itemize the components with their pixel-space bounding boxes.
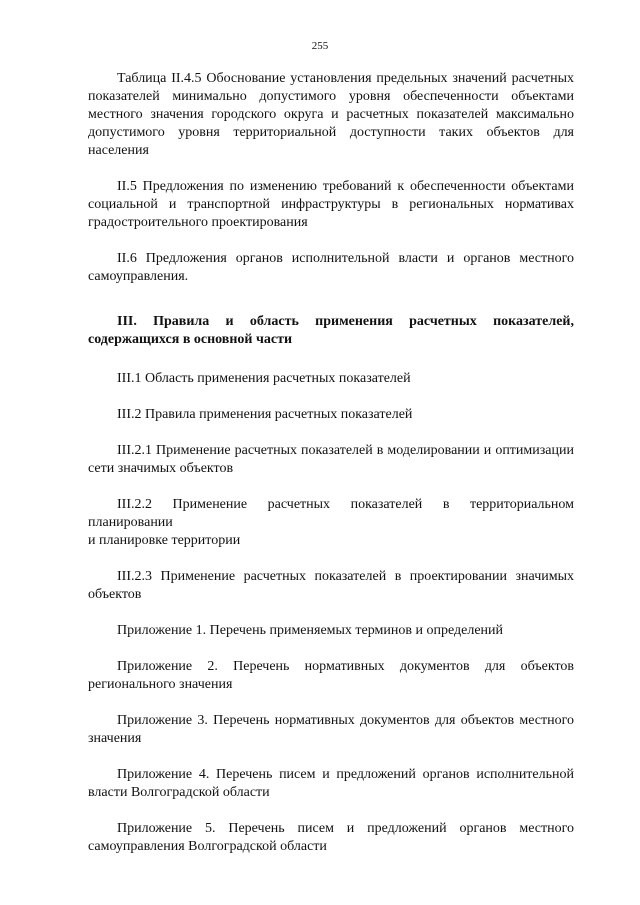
section-iii-2-2-paragraph [88, 496, 574, 550]
section-iii-2-3-paragraph: III.2.3 Применение расчетных показателей в проектировании значимых объектов [88, 569, 574, 602]
page-number: 255 [311, 40, 329, 52]
section-iii-2-paragraph: III.2 Правила применения расчетных показателей [117, 407, 413, 422]
section-iii-1-paragraph: III.1 Область применения расчетных показателей [117, 371, 411, 386]
section-iii-heading: III. Правила и область применения расчетных показателей, содержащихся в основной части [88, 314, 574, 347]
appendix-4-paragraph: Приложение 4. Перечень писем и предложений органов исполнительной власти Волгоградской области [88, 767, 574, 800]
section-iii-2-1-paragraph: III.2.1 Применение расчетных показателей в моделировании и оптимизации сети значимых объектов [88, 443, 574, 476]
section-ii-6-paragraph: II.6 Предложения органов исполнительной власти и органов местного самоуправления. [88, 251, 574, 284]
appendix-5-paragraph: Приложение 5. Перечень писем и предложений органов местного самоуправления Волгоградской области [88, 821, 574, 854]
appendix-1-paragraph: Приложение 1. Перечень применяемых терминов и определений [117, 623, 504, 638]
document-body [88, 70, 574, 874]
section-iii-2-2-line-1: III.2.2 Применение расчетных показателей в территориальном планировании [88, 497, 574, 530]
section-iii-2-2-line-2: и планировке территории [88, 533, 241, 548]
table-ii-4-5-reference: Таблица II.4.5 Обоснование установления предельных значений расчетных показателей минимально допустимого уровня обеспеченности объектами местного значения городского округа и расчетных показателей максимально допустимого уровня территориальной доступности таких объектов для населения [88, 71, 574, 158]
appendix-3-paragraph: Приложение 3. Перечень нормативных документов для объектов местного значения [88, 713, 574, 746]
section-ii-5-paragraph: II.5 Предложения по изменению требований к обеспеченности объектами социальной и транспортной инфраструктуры в региональных нормативах градостроительного проектирования [88, 179, 574, 230]
appendix-2-paragraph: Приложение 2. Перечень нормативных документов для объектов регионального значения [88, 659, 574, 692]
